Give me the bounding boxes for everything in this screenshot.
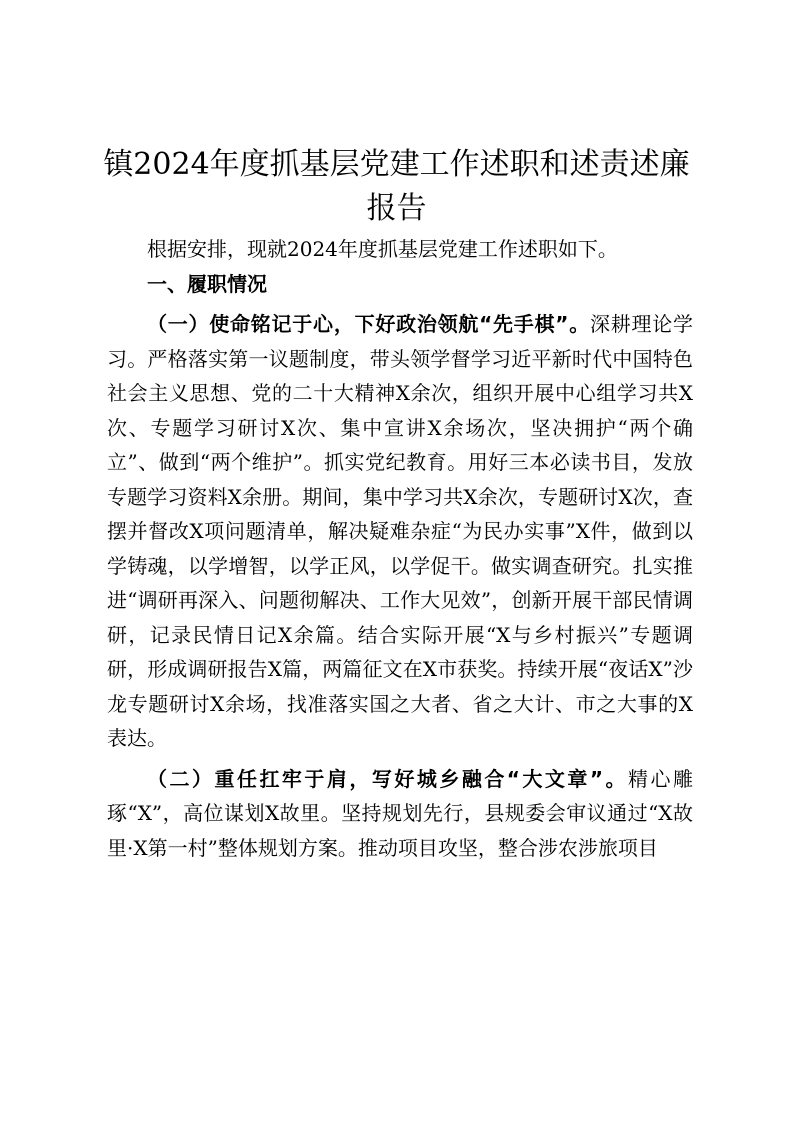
paragraph-text: 深耕理论学习。严格落实第一议题制度，带头领学督学习近平新时代中国特色社会主义思想、党的二十大精神X余次，组织开展中心组学习共X次、专题学习研讨X次、集中宣讲X余场次，坚决拥护“两个确立”、做到“两个维护”。抓实党纪教育。用好三本必读书目，发放专题学习资料X余册。期间，集中学习共X余次，专题研讨X次，查摆并督改X项问题清单，解决疑难杂症“为民办实事”X件，做到以学铸魂，以学增智，以学正风，以学促干。做实调查研究。扎实推进“调研再深入、问题彻解决、工作大见效”，创新开展干部民情调研，记录民情日记X余篇。结合实际开展“X与乡村振兴”专题调研，形成调研报告X篇，两篇征文在X市获奖。持续开展“夜话X”沙龙专题研讨X余场，找准落实国之大者、省之大计、市之大事的X表达。 <box>107 312 693 750</box>
paragraph-lead: （一）使命铭记于心，下好政治领航“先手棋”。 <box>147 312 590 336</box>
intro-paragraph: 根据安排，现就2024年度抓基层党建工作述职如下。 <box>147 237 618 261</box>
paragraph-lead: （二）重任扛牢于肩，写好城乡融合“大文章”。 <box>147 766 629 791</box>
body-paragraph <box>107 307 693 756</box>
document-title: 镇2024年度抓基层党建工作述职和述责述廉报告 <box>103 147 690 226</box>
paragraph-text: 精心雕琢“X”，高位谋划X故里。坚持规划先行，县规委会审议通过“X故里·X第一村”整体规划方案。推动项目攻坚，整合涉农涉旅项目 <box>107 766 694 860</box>
document-body <box>107 232 693 865</box>
section-heading: 一、履职情况 <box>147 271 267 296</box>
body-paragraph <box>107 762 693 866</box>
